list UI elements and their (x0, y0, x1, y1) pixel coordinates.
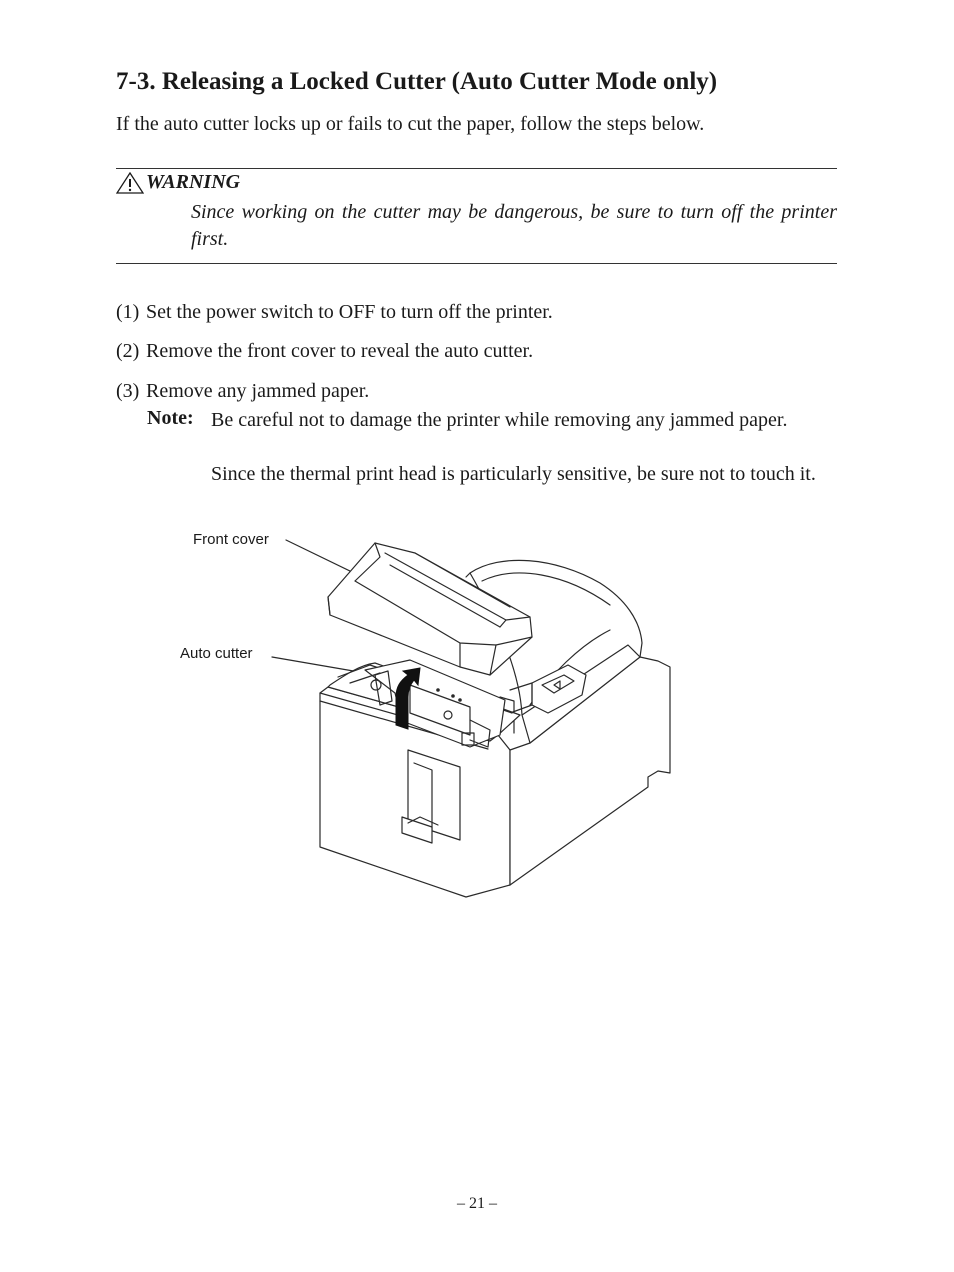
note-text-1: Be careful not to damage the printer while removing any jammed paper. (211, 409, 788, 431)
section-heading: 7-3. Releasing a Locked Cutter (Auto Cutter Mode only) (116, 68, 718, 95)
step-number: (2) (116, 340, 140, 362)
auto-cutter-callout: Auto cutter (180, 645, 253, 662)
front-cover-callout: Front cover (193, 531, 269, 548)
intro-paragraph: If the auto cutter locks up or fails to cut the paper, follow the steps below. (116, 113, 705, 135)
step-text: Remove the front cover to reveal the auto cutter. (146, 340, 534, 362)
step-2 (116, 340, 533, 363)
warning-triangle-icon (116, 172, 144, 194)
warning-label: WARNING (146, 171, 241, 193)
page-number: – 21 – (457, 1195, 497, 1212)
step-1 (116, 301, 553, 324)
printer-illustration (170, 525, 680, 900)
step-text: Remove any jammed paper. (146, 380, 370, 402)
step-text: Set the power switch to OFF to turn off the printer. (146, 301, 553, 323)
step-number: (3) (116, 380, 140, 402)
warning-bottom-rule (116, 263, 837, 264)
auto-cutter-leader-line (272, 657, 365, 673)
step-3 (116, 380, 369, 403)
warning-heading (116, 171, 240, 194)
note-text-2: Since the thermal print head is particularly sensitive, be sure not to touch it. (211, 463, 816, 485)
warning-text: Since working on the cutter may be dangerous, be sure to turn off the printer first. (191, 201, 837, 250)
warning-top-rule (116, 168, 837, 169)
note-label: Note: (147, 407, 194, 429)
step-number: (1) (116, 301, 140, 323)
